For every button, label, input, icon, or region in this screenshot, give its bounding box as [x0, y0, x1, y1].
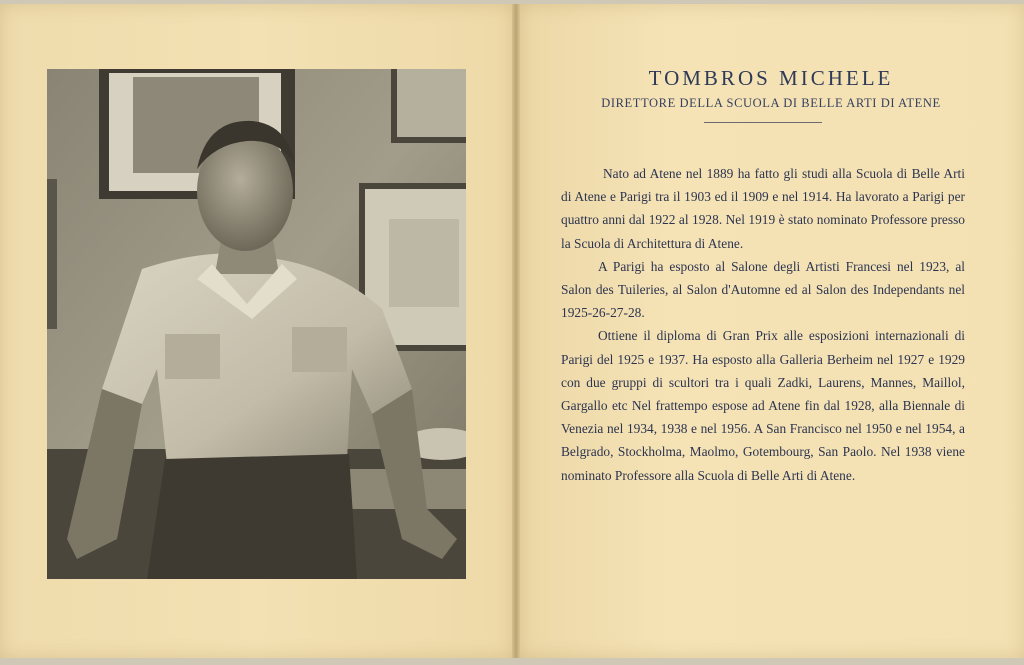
portrait-photo [47, 69, 466, 579]
biography-text [561, 162, 965, 487]
biography-paragraph: A Parigi ha esposto al Salone degli Artisti Francesi nel 1923, al Salon des Tuileries, al Salon d'Automne ed al Salon des Independants nel 1925-26-27-28. [561, 258, 965, 321]
page-subtitle: DIRETTORE DELLA SCUOLA DI BELLE ARTI DI ATENE [601, 96, 941, 110]
portrait-illustration [47, 69, 466, 579]
biography-paragraph: Nato ad Atene nel 1889 ha fatto gli studi alla Scuola di Belle Arti di Atene e Parigi tra il 1903 ed il 1909 e nel 1914. Ha lavorato a Parigi per quattro anni dal 1922 al 1928. Nel 1919 è stato nominato Professore presso la Scuola di Architettura di Atene. [561, 166, 965, 251]
biography-paragraph: Ottiene il diploma di Gran Prix alle esposizioni internazionali di Parigi del 1925 e 1937. Ha esposto alla Galleria Berheim nel 1927 e 1929 con due gruppi di scultori tra i quali Zadki, Laurens, Mannes, Maillol, Gargallo etc Nel frattempo espose ad Atene fin dal 1928, alla Biennale di Venezia nel 1934, 1938 e nel 1956. A San Francisco nel 1950 e nel 1954, a Belgrado, Stockholma, Maolmo, Gotembourg, San Paolo. Nel 1938 viene nominato Professore alla Scuola di Belle Arti di Atene. [561, 328, 965, 483]
title-divider [704, 122, 822, 123]
page-title: TOMBROS MICHELE [648, 66, 894, 90]
